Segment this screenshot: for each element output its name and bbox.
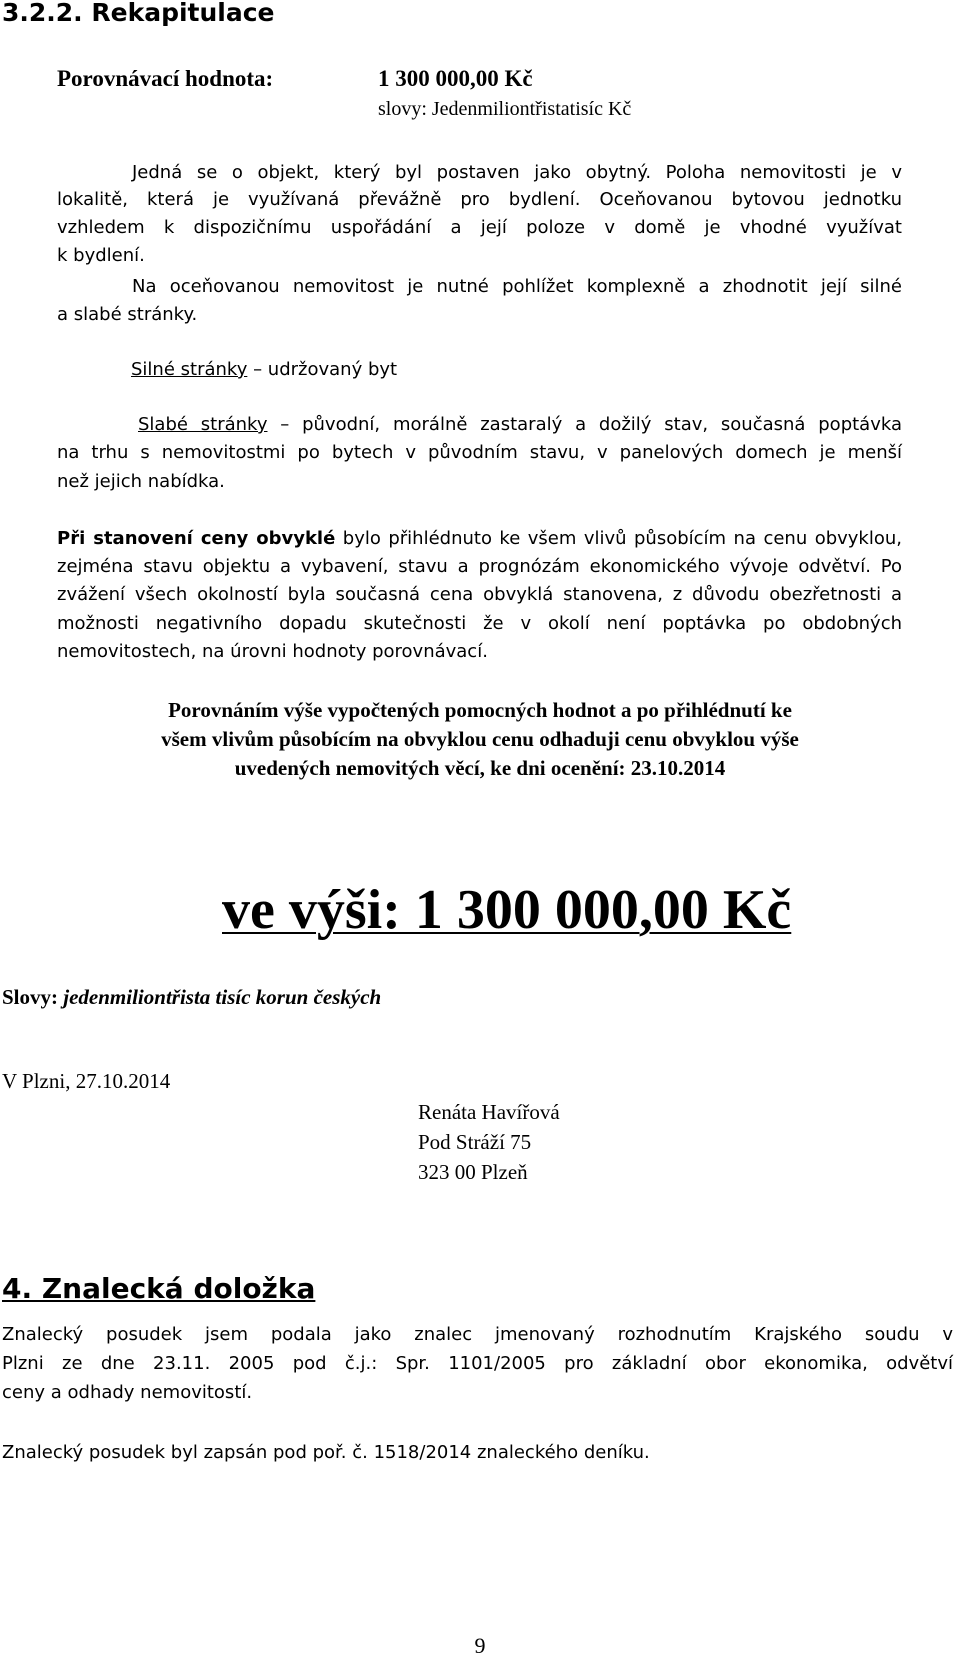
- page-number: 9: [474, 1633, 486, 1658]
- place-date: V Plzni, 27.10.2014: [2, 1069, 171, 1093]
- in-words-line: [2, 982, 381, 1012]
- expert-clause-line-1: Znalecký posudek jsem podala jako znalec jmenovaný rozhodnutím Krajského soudu v: [2, 1324, 953, 1345]
- location-line-3: vzhledem k dispozičnímu uspořádání a její poloze v domě je vhodné využívat: [57, 217, 902, 238]
- price-line-4: možnosti negativního dopadu skutečnosti že v okolí není poptávka po obdobných: [57, 613, 902, 634]
- weaknesses-line-3: než jejich nabídka.: [57, 471, 225, 492]
- expert-clause-line-2: Plzni ze dne 23.11. 2005 pod č.j.: Spr. 1101/2005 pro základní obor ekonomika, odvětví: [2, 1353, 953, 1374]
- price-line-2: zejména stavu objektu a vybavení, stavu a prognózám ekonomického vývoje odvětví. Po: [57, 556, 902, 577]
- price-line-1: [57, 524, 902, 554]
- price-bold-lead: Při stanovení ceny obvyklé: [57, 528, 336, 549]
- comparison-words: slovy: Jedenmiliontřistatisíc Kč: [378, 98, 632, 120]
- conclusion-line-1: Porovnáním výše vypočtených pomocných hodnot a po přihlédnutí ke: [168, 698, 792, 722]
- signature-name: Renáta Havířová: [418, 1100, 560, 1124]
- conclusion-line-2: všem vlivům působícím na obvyklou cenu odhaduji cenu obvyklou výše: [161, 727, 799, 751]
- price-line-3: zvážení všech okolností byla současná cena obvyklá stanovena, z důvodu obezřetnosti a: [57, 584, 902, 605]
- comparison-value: 1 300 000,00 Kč: [378, 66, 533, 91]
- price-first-rest: bylo přihlédnuto ke všem vlivů působícím na cenu obvyklou,: [335, 528, 902, 549]
- section-heading: 3.2.2. Rekapitulace: [2, 0, 275, 27]
- weaknesses-label: Slabé stránky: [138, 414, 268, 435]
- strengths-line: [131, 355, 397, 385]
- in-words-label: Slovy:: [2, 985, 59, 1009]
- weaknesses-line-2: na trhu s nemovitostmi po bytech v původním stavu, v panelových domech je menší: [57, 442, 902, 463]
- assessment-line-1: Na oceňovanou nemovitost je nutné pohlížet komplexně a zhodnotit její silné: [132, 276, 902, 297]
- in-words-value: jedenmiliontřista tisíc korun českých: [63, 985, 382, 1009]
- strengths-label: Silné stránky: [131, 359, 248, 380]
- signature-city: 323 00 Plzeň: [418, 1160, 528, 1184]
- strengths-text: – udržovaný byt: [247, 359, 398, 380]
- location-line-2: lokalitě, která je využívaná převážně pro bydlení. Oceňovanou bytovou jednotku: [57, 189, 902, 210]
- weaknesses-line-1: [138, 410, 902, 440]
- expert-clause-record: Znalecký posudek byl zapsán pod poř. č. 1518/2014 znaleckého deníku.: [2, 1442, 650, 1463]
- assessment-line-2: a slabé stránky.: [57, 304, 198, 325]
- weaknesses-first-rest: – původní, morálně zastaralý a dožilý stav, současná poptávka: [267, 414, 902, 435]
- price-line-5: nemovitostech, na úrovni hodnoty porovnávací.: [57, 641, 488, 662]
- expert-clause-line-3: ceny a odhady nemovitostí.: [2, 1382, 253, 1403]
- location-line-1: Jedná se o objekt, který byl postaven jako obytný. Poloha nemovitosti je v: [132, 162, 902, 183]
- final-amount: ve výši: 1 300 000,00 Kč: [222, 879, 792, 941]
- expert-clause-heading: 4. Znalecká doložka: [2, 1272, 316, 1305]
- location-line-4: k bydlení.: [57, 245, 145, 266]
- signature-street: Pod Stráží 75: [418, 1130, 532, 1154]
- comparison-label: Porovnávací hodnota:: [57, 66, 274, 91]
- conclusion-line-3: uvedených nemovitých věcí, ke dni ocenění: 23.10.2014: [234, 756, 726, 780]
